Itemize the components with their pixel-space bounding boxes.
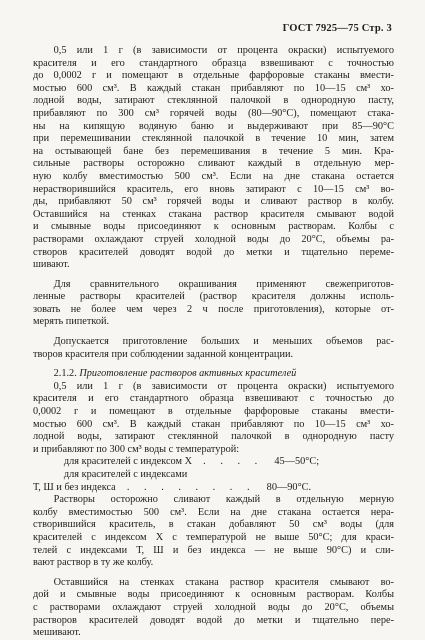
after-paragraph-line: створившийся краситель, в стакан добавляют 50 см³ воды (для	[33, 519, 394, 531]
paragraph-3-line: Допускается приготовление больших и меньших объемов рас-	[33, 336, 394, 348]
after-paragraph-line: Растворы осторожно сливают каждый в отдельную мерную	[33, 494, 394, 506]
paragraph-2-line: Для сравнительного окрашивания применяют свежеприготов-	[33, 278, 394, 290]
paragraph-1-line: ды, прибавляют 50 см³ горячей воды и сливают раствор в колбу.	[33, 196, 394, 208]
paragraph-1-line: на остывающей бане без перемешивания в течение 5 мин. Кра-	[33, 145, 394, 157]
paragraph-1-line: лодной воды, затирают стеклянной палочкой в однородную пасту,	[33, 95, 394, 107]
paragraph-1-line: прибавляют по 300 см³ горячей воды (80—90°С), помещают стака-	[33, 107, 394, 119]
paragraph-1-line: 0,5 или 1 г (в зависимости от процента окраски) испытуемого	[33, 45, 394, 56]
paragraph-2-line: мерять пипеткой.	[33, 316, 110, 328]
section-paragraph-line: 0,0002 г и помещают в отдельные фарфоровые стаканы вмести-	[33, 406, 394, 418]
paragraph-1-line: растворами охлаждают струей холодной воды до 20°С, объемы ра-	[33, 233, 394, 245]
final-paragraph-line: с растворами охлаждают струей холодной воды до 20°С, объемы	[33, 601, 394, 613]
leader-dots: . . . . . . . .	[115, 481, 267, 493]
paragraph-2-line: зовать не более чем через 2 ч после приготовления), которые от-	[33, 303, 394, 315]
paragraph-1-line: нерастворившийся краситель, его вновь затирают с 10—15 см³ во-	[33, 183, 394, 195]
temperature-row	[33, 469, 394, 482]
temperature-row	[33, 456, 394, 469]
paragraph-1-line: шивают.	[33, 259, 70, 271]
after-paragraph-line: колбу вместимостью 500 см³. Если на дне стакана остается нера-	[33, 506, 394, 518]
temperature-value: 80—90°С.	[266, 481, 312, 493]
paragraph-1-line: и смывные воды присоединяют к основным растворам. Колбы с	[33, 221, 394, 233]
section-paragraph-line: и прибавляют по 300 см³ воды с температурой:	[33, 443, 240, 455]
section-paragraph-line: 0,5 или 1 г (в зависимости от процента окраски) испытуемого	[33, 380, 394, 392]
paragraph-1-line: при перемешивании стеклянной палочкой в течение 10 мин, затем	[33, 133, 394, 145]
document-body	[33, 45, 394, 640]
final-paragraph-line: Оставшийся на стенках стакана раствор красителя смывают во-	[33, 576, 394, 588]
temperature-value: 45—50°С;	[274, 456, 320, 468]
paragraph-1-line: створов красителей доводят водой до метки и тщательно переме-	[33, 246, 394, 258]
temperature-row	[33, 482, 394, 495]
section-heading	[33, 368, 394, 381]
final-paragraph-line: мешивают.	[33, 627, 81, 639]
paragraph-3-line: творов красителя при соблюдении заданной концентрации.	[33, 348, 294, 360]
paragraph-1-line: ны на кипящую водяную баню и выдерживают при 85—90°С	[33, 120, 394, 132]
section-number: 2.1.2.	[33, 368, 80, 380]
temperature-label: для красителей с индексом X	[33, 456, 193, 468]
section-paragraph-line: лодной воды, затирают стеклянной палочкой в однородную пасту	[33, 431, 394, 443]
section-paragraph-line: мостью 600 см³. В каждый стакан прибавляют по 10—15 см³ хо-	[33, 418, 394, 430]
paragraph-2-line: ленные растворы красителей (раствор красителя должны исполь-	[33, 291, 394, 303]
final-paragraph-line: растворов красителей доводят водой до метки и тщательно пере-	[33, 614, 394, 626]
temperature-label: Т, Ш и без индекса	[33, 481, 116, 493]
paragraph-1-line: мостью 600 см³. В каждый стакан прибавляют по 10—15 см³ хо-	[33, 82, 394, 94]
after-paragraph-line: вают раствор в ту же колбу.	[33, 557, 154, 569]
paragraph-1-line: красителя и его стандартного образца взвешивают с точностью	[33, 57, 394, 69]
section-title: Приготовление растворов активных красителей	[79, 368, 297, 380]
paragraph-1-line: ную колбу вместимостью 500 см³. Если на дне стакана остается	[33, 170, 394, 182]
temperature-label: для красителей с индексами	[33, 469, 188, 480]
leader-dots: . . . .	[192, 456, 275, 468]
paragraph-1-line: Оставшийся на стенках стакана раствор красителя смывают водой	[33, 208, 394, 220]
after-paragraph-line: телей с индексами Т, Ш и без индекса — не выше 90°С) и сли-	[33, 544, 394, 556]
page-header: ГОСТ 7925—75 Стр. 3	[282, 23, 392, 34]
paragraph-1-line: до 0,0002 г и помещают в отдельные фарфоровые стаканы вмести-	[33, 70, 394, 82]
final-paragraph-line: дой и смывные воды присоединяют к основным растворам. Колбы	[33, 589, 394, 601]
after-paragraph-line: красителей с индексом X с температурой не выше 50°С; для краси-	[33, 531, 394, 543]
paragraph-1-line: сильные растворы осторожно сливают каждый в отдельную мер-	[33, 158, 394, 170]
section-paragraph-line: красителя и его стандартного образца взвешивают с точностью до	[33, 393, 394, 405]
